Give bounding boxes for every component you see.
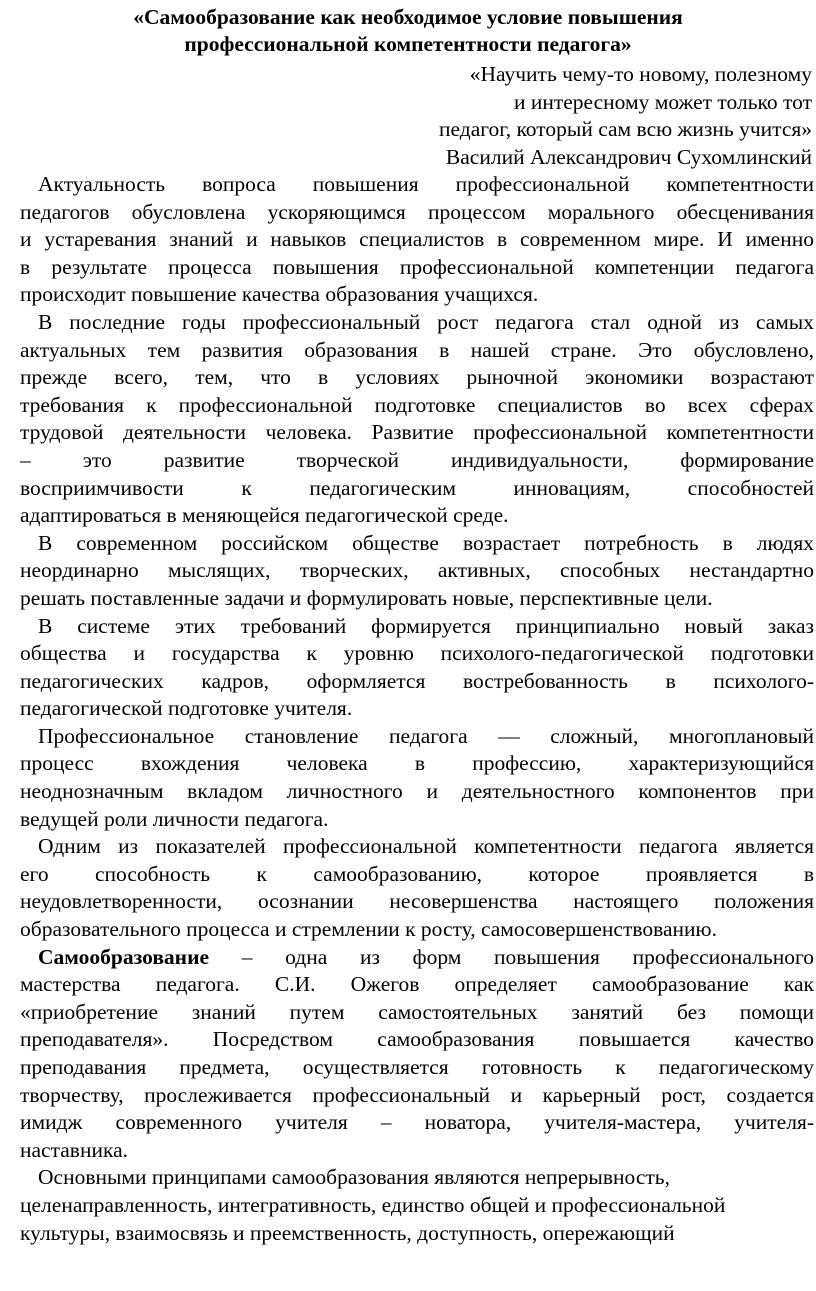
paragraph-line: трудовой деятельности человека. Развитие профессиональной компетентности <box>20 420 814 445</box>
paragraph-line: его способность к самообразованию, которое проявляется в <box>20 861 814 886</box>
paragraph-line: мастерства педагога. С.И. Ожегов определяет самообразование как <box>20 972 814 997</box>
paragraph-line: процесс вхождения человека в профессию, характеризующийся <box>20 751 814 776</box>
paragraph-line: неординарно мыслящих, творческих, активных, способных нестандартно <box>20 558 814 583</box>
paragraph-line: педагогической подготовке учителя. <box>20 696 353 721</box>
paragraph-line: творчеству, прослеживается профессиональный и карьерный рост, создается <box>20 1082 814 1107</box>
paragraph-line: целенаправленность, интегративность, единство общей и профессиональной <box>20 1192 726 1217</box>
paragraph <box>2 723 814 833</box>
paragraph-line: Профессиональное становление педагога — сложный, многоплановый <box>38 723 814 748</box>
epigraph-line-1: «Научить чему-то новому, полезному <box>469 62 812 86</box>
paragraph-line: педагогов обусловлена ускоряющимся процессом морального обесценивания <box>20 199 814 224</box>
paragraph-line: педагогических кадров, оформляется востребованность в психолого- <box>20 668 814 693</box>
paragraph-line: адаптироваться в меняющейся педагогической среде. <box>20 503 509 528</box>
paragraph-line: ведущей роли личности педагога. <box>20 806 329 831</box>
paragraph-line: Одним из показателей профессиональной компетентности педагога является <box>38 834 814 859</box>
epigraph-line-2: и интересному может только тот <box>513 89 812 114</box>
paragraph-line: требования к профессиональной подготовке специалистов во всех сферах <box>20 392 814 417</box>
paragraph-lines <box>2 971 814 1164</box>
title-line-2: профессиональной компетентности педагога» <box>184 32 632 56</box>
paragraph-line: Актуальность вопроса повышения профессиональной компетентности <box>38 172 814 196</box>
term-self-education: Самообразование <box>38 944 210 969</box>
epigraph-line-3: педагог, который сам всю жизнь учится» <box>439 117 812 141</box>
paragraph-line: актуальных тем развития образования в нашей стране. Это обусловлено, <box>20 337 814 362</box>
paragraph <box>2 530 814 613</box>
paragraph-line: решать поставленные задачи и формулировать новые, перспективные цели. <box>20 585 713 610</box>
paragraph-self-education <box>2 944 814 1165</box>
paragraph-principles <box>2 1164 814 1247</box>
document-page <box>0 4 816 1291</box>
term-definition-start: – одна из форм повышения профессионального <box>241 944 814 969</box>
paragraph <box>2 613 814 723</box>
paragraph-line: преподавателя». Посредством самообразования повышается качество <box>20 1027 814 1052</box>
paragraph <box>2 309 814 530</box>
paragraph-line: имидж современного учителя – новатора, учителя-мастера, учителя- <box>20 1110 814 1135</box>
paragraph-line: прежде всего, тем, что в условиях рыночной экономики возрастают <box>20 365 814 390</box>
paragraph-line: – это развитие творческой индивидуальности, формирование <box>20 447 814 472</box>
paragraph-line: В системе этих требований формируется принципиально новый заказ <box>38 613 814 638</box>
paragraph-line: В последние годы профессиональный рост педагога стал одной из самых <box>38 309 814 334</box>
paragraph-line: восприимчивости к педагогическим инновациям, способностей <box>20 475 814 500</box>
paragraph-line: общества и государства к уровню психолого-педагогической подготовки <box>20 641 814 666</box>
paragraph-line: происходит повышение качества образования учащихся. <box>20 282 539 307</box>
paragraph-line: и устаревания знаний и навыков специалистов в современном мире. И именно <box>20 227 814 252</box>
paragraph-line: В современном российском обществе возрастает потребность в людях <box>38 530 814 555</box>
paragraph-line: преподавания предмета, осуществляется готовность к педагогическому <box>20 1055 814 1079</box>
paragraph-line: Основными принципами самообразования являются непрерывность, <box>38 1165 670 1190</box>
epigraph-author: Василий Александрович Сухомлинский <box>445 144 812 169</box>
paragraph <box>2 171 814 309</box>
paragraph-line: наставника. <box>20 1137 128 1162</box>
paragraph-line: неудовлетворенности, осознании несовершенства настоящего положения <box>20 889 814 914</box>
paragraph <box>2 833 814 943</box>
paragraph-line: образовательного процесса и стремлении к росту, самосовершенствованию. <box>20 917 717 942</box>
paragraph-line: в результате процесса повышения профессиональной компетенции педагога <box>20 254 814 279</box>
paragraph-line <box>2 944 814 972</box>
paragraph-line: культуры, взаимосвязь и преемственность, доступность, опережающий <box>20 1220 675 1245</box>
title-line-1: «Самообразование как необходимое условие повышения <box>133 5 683 29</box>
epigraph <box>2 61 814 171</box>
body-text <box>2 171 814 944</box>
document-title <box>2 4 814 58</box>
paragraph-line: «приобретение знаний путем самостоятельных занятий без помощи <box>20 999 814 1024</box>
paragraph-line: неоднозначным вкладом личностного и деятельностного компонентов при <box>20 779 814 804</box>
